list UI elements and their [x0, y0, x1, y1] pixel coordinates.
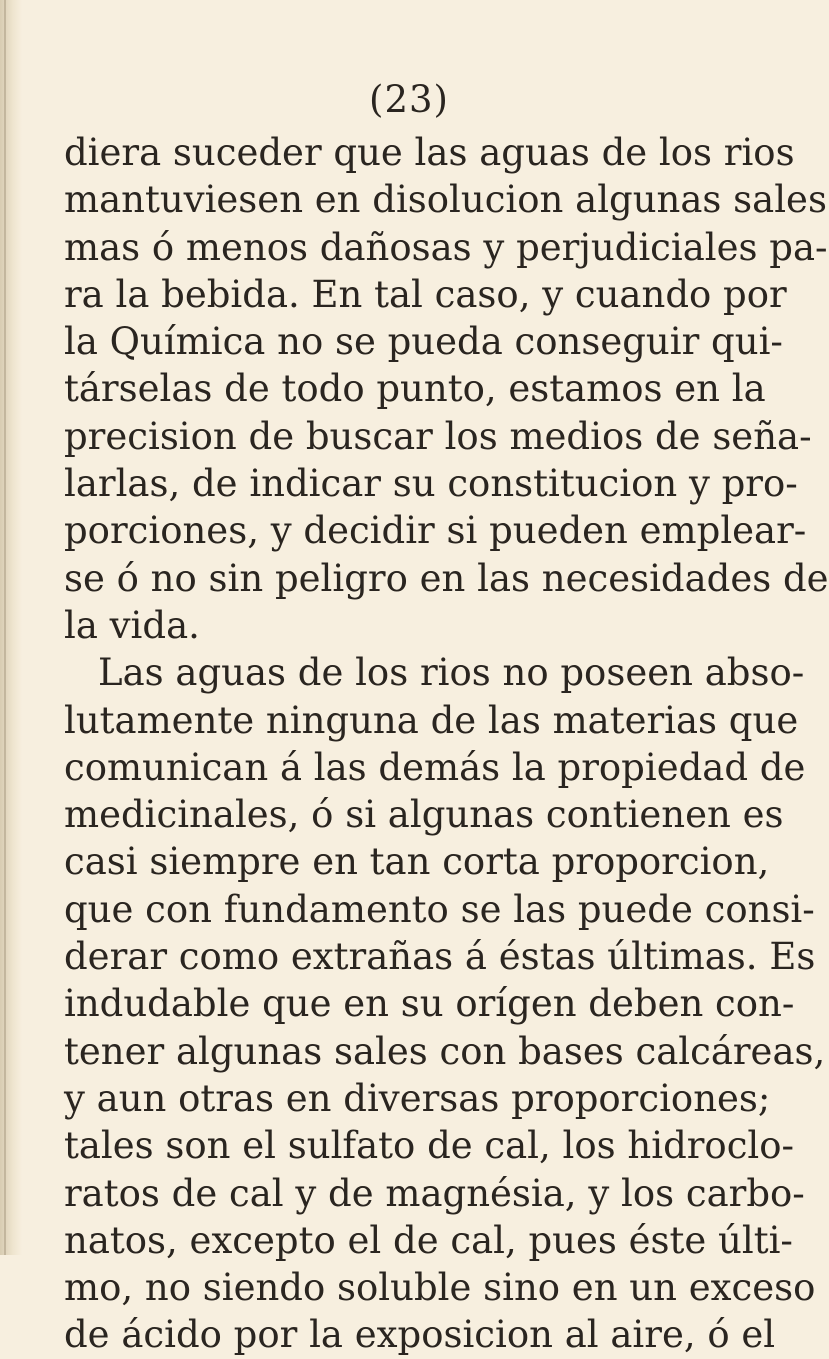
text-line: y aun otras en diversas proporciones; [64, 1076, 771, 1120]
text-line: indudable que en su orígen deben con- [64, 982, 795, 1026]
page-edge [4, 0, 6, 1255]
text-line: precision de buscar los medios de seña- [64, 414, 812, 458]
text-line: ratos de cal y de magnésia, y los carbo- [64, 1171, 805, 1215]
text-line: diera suceder que las aguas de los rios [64, 131, 795, 174]
text-line: comunican á las demás la propiedad de [64, 745, 806, 789]
text-line: társelas de todo punto, estamos en la [64, 367, 766, 411]
text-line: tener algunas sales con bases calcáreas, [64, 1029, 826, 1073]
text-line: mas ó menos dañosas y perjudiciales pa- [64, 225, 828, 269]
text-line: la Química no se pueda conseguir qui- [64, 320, 783, 364]
text-line: casi siempre en tan corta proporcion, [64, 840, 770, 884]
body-text [64, 129, 829, 1359]
text-line: natos, excepto el de cal, pues éste últi- [64, 1218, 793, 1262]
text-line: medicinales, ó si algunas contienen es [64, 793, 784, 837]
text-line: lutamente ninguna de las materias que [64, 698, 799, 742]
text-line: mantuviesen en disolucion algunas sales [64, 178, 827, 222]
text-line: tales son el sulfato de cal, los hidroclo- [64, 1124, 795, 1168]
text-line-paragraph-start: Las aguas de los rios no poseen abso- [98, 651, 805, 695]
text-line: mo, no siendo soluble sino en un exceso [64, 1266, 816, 1310]
text-line: que con fundamento se las puede consi- [64, 887, 815, 931]
page-number: (23) [369, 78, 449, 121]
text-line: porciones, y decidir si pueden emplear- [64, 509, 807, 553]
text-line: se ó no sin peligro en las necesidades de [64, 556, 829, 600]
text-line: derar como extrañas á éstas últimas. Es [64, 935, 816, 979]
text-line: de ácido por la exposicion al aire, ó el [64, 1313, 776, 1357]
text-line: ra la bebida. En tal caso, y cuando por [64, 272, 787, 316]
text-line: larlas, de indicar su constitucion y pro- [64, 462, 798, 506]
text-line-paragraph-end: la vida. [64, 603, 200, 647]
